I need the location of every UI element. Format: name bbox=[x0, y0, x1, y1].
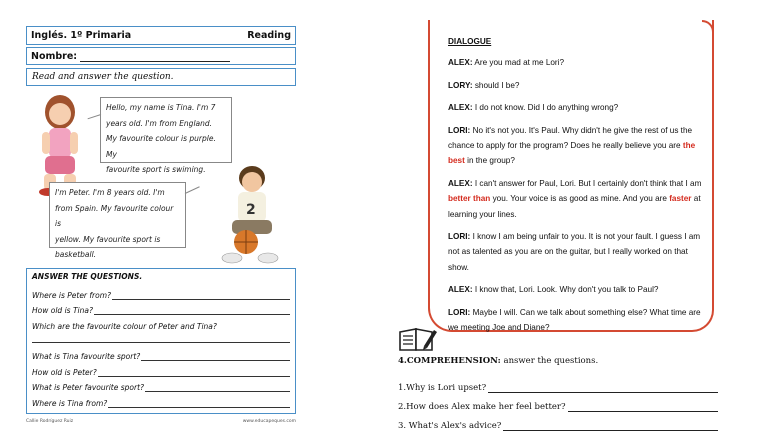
speaker: LORI: bbox=[448, 307, 471, 317]
tina-line: favourite sport is swiming. bbox=[106, 165, 206, 174]
tina-speech-bubble bbox=[100, 97, 232, 174]
dialogue-turn bbox=[448, 282, 710, 297]
dialogue-turn bbox=[448, 176, 710, 222]
tina-line: years old. I'm from England. bbox=[106, 118, 213, 128]
question-text: 1.Why is Lori upset? bbox=[398, 383, 487, 393]
dialogue-body bbox=[448, 34, 710, 343]
peter-line: basketball. bbox=[55, 250, 97, 259]
question-text: Where is Peter from? bbox=[32, 290, 111, 300]
answer-line[interactable] bbox=[568, 404, 718, 412]
highlight-phrase: faster bbox=[669, 194, 692, 204]
speaker: ALEX: bbox=[448, 285, 473, 295]
question-text: How old is Peter? bbox=[32, 367, 97, 377]
question-row[interactable] bbox=[32, 377, 290, 393]
comprehension-title: 4.COMPREHENSION: bbox=[398, 356, 501, 366]
answer-line[interactable] bbox=[94, 307, 290, 315]
speaker: ALEX: bbox=[448, 103, 473, 113]
dialogue-turn bbox=[448, 100, 710, 115]
svg-text:2: 2 bbox=[246, 202, 256, 218]
speaker: ALEX: bbox=[448, 58, 473, 68]
question-row bbox=[32, 315, 290, 331]
highlight-phrase: better than bbox=[448, 194, 491, 204]
tina-line: My favourite colour is purple. My bbox=[106, 134, 216, 159]
answer-line[interactable] bbox=[108, 400, 290, 408]
peter-line: from Spain. My favourite colour is bbox=[55, 203, 174, 228]
question-text: How old is Tina? bbox=[32, 306, 93, 315]
dialogue-panel bbox=[428, 20, 714, 332]
comprehension-question[interactable] bbox=[398, 374, 718, 393]
footer-author: Callie Rodríguez Ruiz bbox=[26, 419, 74, 424]
question-text: Which are the favourite colour of Peter and Tina? bbox=[32, 321, 217, 331]
peter-line: I'm Peter. I'm 8 years old. I'm bbox=[55, 188, 165, 197]
line-text: Maybe I will. Can we talk about something else? What time are we meeting Joe and Diane? bbox=[448, 307, 701, 333]
dialogue-title: DIALOGUE bbox=[448, 37, 492, 46]
worksheet-subject: Inglés. 1º Primaria bbox=[31, 30, 132, 41]
worksheet-section: Reading bbox=[247, 30, 291, 41]
line-text: Are you mad at me Lori? bbox=[472, 58, 565, 68]
worksheet-header bbox=[26, 26, 296, 45]
reading-worksheet bbox=[26, 22, 298, 430]
question-row[interactable] bbox=[32, 346, 290, 362]
answer-line[interactable] bbox=[32, 331, 290, 343]
line-text: I know I am being unfair to you. It is not your fault. I guess I am not as talented as you are on the guitar, but I really worked on that show. bbox=[448, 232, 701, 272]
comprehension-question[interactable] bbox=[398, 412, 718, 431]
boy-illustration bbox=[216, 164, 286, 264]
questions-box bbox=[26, 268, 296, 414]
line-text: I know that, Lori. Look. Why don't you talk to Paul? bbox=[472, 285, 659, 295]
highlight-phrase: the best bbox=[448, 141, 696, 166]
tina-line: Hello, my name is Tina. I'm 7 bbox=[106, 103, 216, 112]
speaker: LORI: bbox=[448, 232, 471, 242]
question-row[interactable] bbox=[32, 300, 290, 316]
line-text: I do not know. Did I do anything wrong? bbox=[472, 103, 619, 113]
name-line[interactable] bbox=[80, 51, 230, 62]
answer-line[interactable] bbox=[145, 384, 290, 392]
question-text: Where is Tina from? bbox=[32, 398, 108, 408]
dialogue-turn bbox=[448, 305, 710, 336]
answer-line[interactable] bbox=[98, 369, 290, 377]
speaker: ALEX: bbox=[448, 178, 473, 188]
dialogue-turn bbox=[448, 229, 710, 275]
worksheet-footer bbox=[26, 419, 296, 424]
answer-line[interactable] bbox=[112, 292, 290, 300]
question-text: What is Tina favourite sport? bbox=[32, 352, 141, 361]
comprehension-section bbox=[398, 356, 718, 431]
speaker: LORI: bbox=[448, 125, 471, 135]
questions-title: ANSWER THE QUESTIONS. bbox=[32, 272, 143, 281]
question-text: What is Peter favourite sport? bbox=[32, 383, 145, 392]
answer-line[interactable] bbox=[488, 385, 718, 393]
question-text: 3. What's Alex's advice? bbox=[398, 421, 502, 431]
name-field[interactable] bbox=[26, 47, 296, 65]
line-text: should I be? bbox=[472, 80, 520, 90]
line-text: you. Your voice is as good as mine. And you are bbox=[490, 194, 670, 204]
line-text: I can't answer for Paul, Lori. But I certainly don't think that I am bbox=[472, 178, 702, 188]
dialogue-turn bbox=[448, 123, 710, 169]
comprehension-question[interactable] bbox=[398, 393, 718, 412]
peter-line: yellow. My favourite sport is bbox=[55, 234, 161, 244]
dialogue-turn bbox=[448, 55, 710, 70]
question-row[interactable] bbox=[32, 392, 290, 408]
footer-website[interactable]: www.educapeques.com bbox=[242, 419, 296, 424]
dialogue-turn bbox=[448, 78, 710, 93]
line-text: in the group? bbox=[464, 156, 515, 166]
question-row[interactable] bbox=[32, 284, 290, 300]
worksheet-instruction: Read and answer the question. bbox=[26, 68, 296, 86]
question-text: 2.How does Alex make her feel better? bbox=[398, 402, 566, 412]
book-pencil-icon bbox=[398, 326, 438, 352]
answer-line[interactable] bbox=[503, 423, 718, 431]
comprehension-heading bbox=[398, 356, 718, 366]
line-text: at learning your lines. bbox=[448, 194, 701, 219]
name-label: Nombre: bbox=[31, 50, 78, 62]
question-row[interactable] bbox=[32, 361, 290, 377]
speaker: LORY: bbox=[448, 80, 473, 90]
comprehension-instruction: answer the questions. bbox=[500, 356, 599, 366]
answer-line[interactable] bbox=[141, 353, 290, 361]
line-text: No it's not you. It's Paul. Why didn't he give the rest of us the chance to apply for the program? Does he really believe you are bbox=[448, 125, 693, 151]
peter-speech-bubble bbox=[49, 182, 186, 259]
